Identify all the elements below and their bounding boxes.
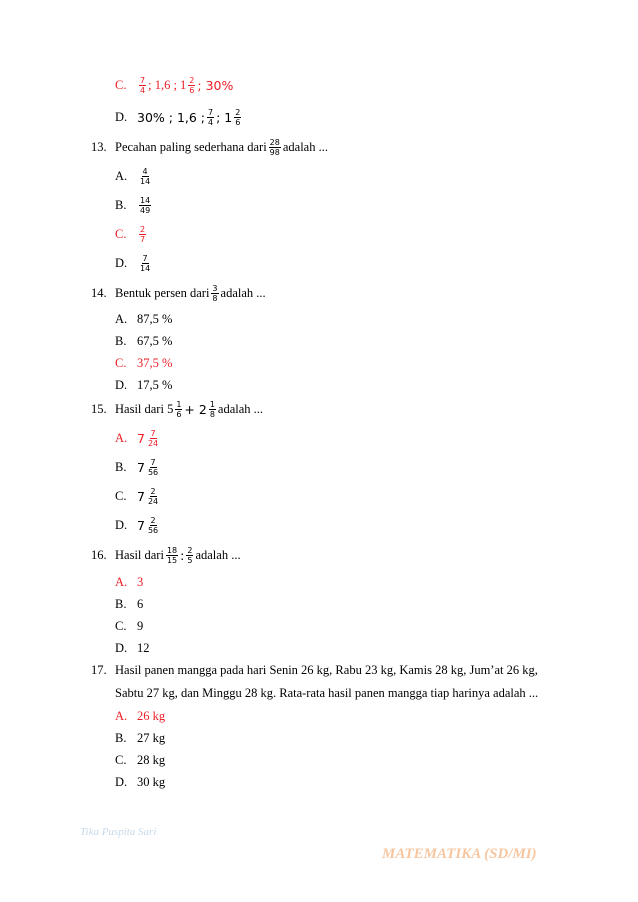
question-14: 14. Bentuk persen dari $\frac{3}{8}$ adalah ... [91, 284, 266, 303]
q14-option-a[interactable]: A. 87,5 % [115, 312, 173, 326]
q16-option-b[interactable]: B. 6 [115, 597, 144, 611]
fraction: $\frac{7}{4}$ [140, 76, 146, 95]
q16-option-a[interactable]: A. 3 [115, 575, 144, 589]
question-13: 13. Pecahan paling sederhana dari $\frac{28}{98}$ adalah ... [91, 138, 328, 157]
q12-option-c[interactable]: C. $\frac{7}{4}$ ; 1,6 ; 1 $\frac{2}{6}$ ; 30% [115, 76, 234, 95]
q14-option-c[interactable]: C. 37,5 % [115, 356, 173, 370]
q17-option-c[interactable]: C. 28 kg [115, 753, 166, 767]
q15-option-b[interactable]: B. 7 $\frac{7}{56}$ [115, 458, 159, 477]
q15-option-d[interactable]: D. 7 $\frac{2}{56}$ [115, 516, 159, 535]
fraction: $\frac{2}{6}$ [235, 108, 241, 127]
question-16: 16. Hasil dari $\frac{18}{15}$ : $\frac{2}{5}$ adalah ... [91, 546, 241, 565]
q12-option-d[interactable]: D. 30% ; 1,6 ; $\frac{7}{4}$ ; 1 $\frac{2}{6}$ [115, 108, 241, 127]
fraction: $\frac{2}{6}$ [189, 76, 195, 95]
footer-subject: MATEMATIKA (SD/MI) [382, 846, 537, 862]
q16-option-d[interactable]: D. 12 [115, 641, 150, 655]
question-17-line2: Sabtu 27 kg, dan Minggu 28 kg. Rata-rata hasil panen mangga tiap harinya adalah ... [115, 686, 539, 700]
fraction: $\frac{7}{4}$ [208, 108, 214, 127]
q14-option-b[interactable]: B. 67,5 % [115, 334, 173, 348]
q17-option-a[interactable]: A. 26 kg [115, 709, 166, 723]
question-17: 17. Hasil panen mangga pada hari Senin 26 kg, Rabu 23 kg, Kamis 28 kg, Jum’at 26 kg, [91, 663, 538, 677]
q15-option-c[interactable]: C. 7 $\frac{2}{24}$ [115, 487, 159, 506]
q13-option-c[interactable]: C. $\frac{2}{7}$ [115, 225, 146, 244]
fraction: $\frac{28}{98}$ [269, 138, 280, 157]
q15-option-a[interactable]: A. 7 $\frac{7}{24}$ [115, 429, 159, 448]
q13-option-b[interactable]: B. $\frac{14}{49}$ [115, 196, 151, 215]
q13-option-a[interactable]: A. $\frac{4}{14}$ [115, 167, 151, 186]
question-15: 15. Hasil dari 5 $\frac{1}{6}$ + 2 $\frac{1}{8}$ adalah ... [91, 400, 264, 419]
footer-author: Tika Puspita Sari [80, 826, 157, 838]
q13-option-d[interactable]: D. $\frac{7}{14}$ [115, 254, 151, 273]
q17-option-b[interactable]: B. 27 kg [115, 731, 166, 745]
q16-option-c[interactable]: C. 9 [115, 619, 144, 633]
q14-option-d[interactable]: D. 17,5 % [115, 378, 173, 392]
q17-option-d[interactable]: D. 30 kg [115, 775, 166, 789]
